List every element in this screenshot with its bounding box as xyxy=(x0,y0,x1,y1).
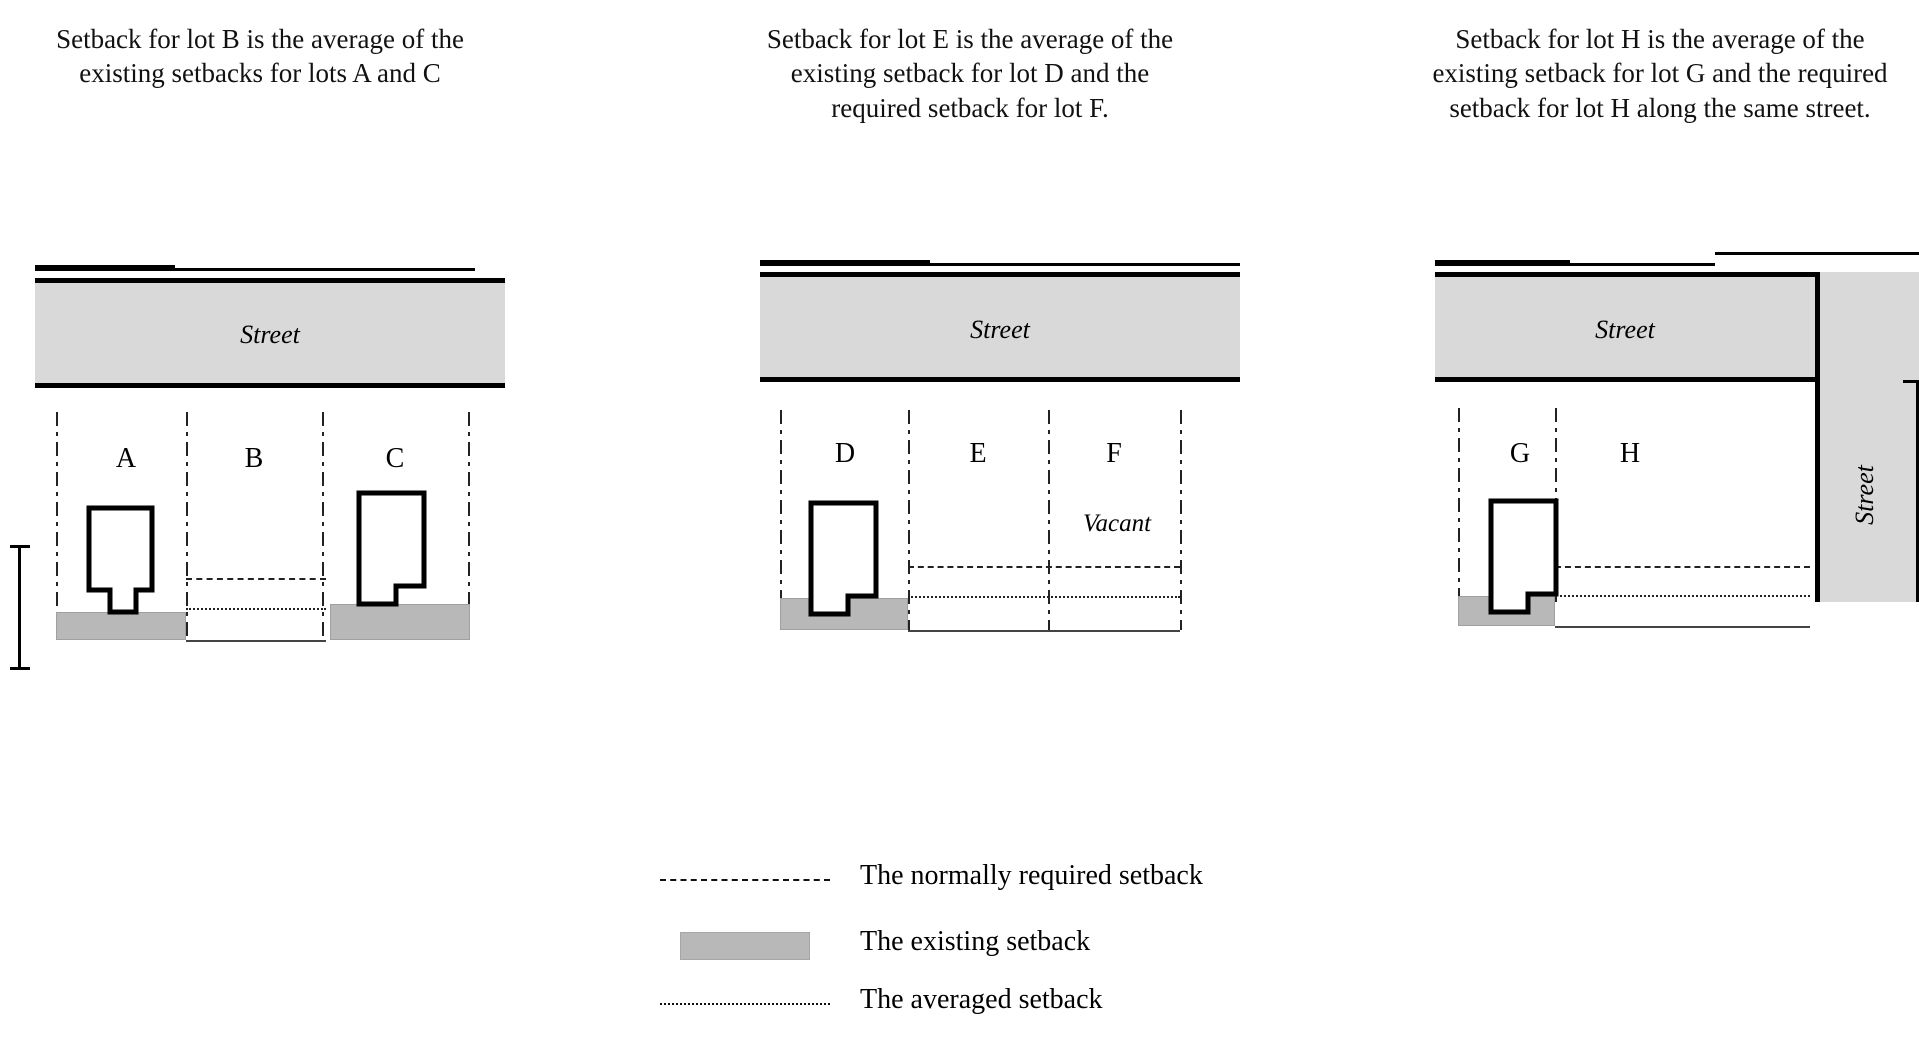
panel-lot-h xyxy=(1400,0,1919,700)
required-setback-line-e xyxy=(908,566,1180,568)
curb-line-h xyxy=(1435,263,1715,266)
lot-line-b-3 xyxy=(322,412,324,637)
lot-label-g: G xyxy=(1509,438,1531,469)
scale-tick-top xyxy=(10,545,30,548)
legend-item-required xyxy=(640,860,1540,900)
street-label-e: Street xyxy=(970,315,1030,344)
legend-label-required: The normally required setback xyxy=(860,860,1203,891)
scale-tick-bottom xyxy=(10,667,30,670)
street-label-h-vertical: Street xyxy=(1850,465,1879,525)
street-label-h: Street xyxy=(1595,315,1655,344)
lot-line-b-2 xyxy=(186,412,188,637)
curb-line-h-vert-cap xyxy=(1903,252,1919,255)
panel-b-caption: Setback for lot B is the average of the existing setbacks for lots A and C xyxy=(56,24,464,89)
lot-label-f: F xyxy=(1106,438,1122,469)
averaged-setback-line-h xyxy=(1555,595,1810,597)
lot-bottom-line-e xyxy=(908,630,1180,632)
panel-lot-b xyxy=(0,0,520,700)
panel-h-caption: Setback for lot H is the average of the existing setback for lot G and the required setback for lot H along the same street. xyxy=(1432,24,1888,123)
curb-line-h-vert-top xyxy=(1903,380,1919,383)
lot-label-c: C xyxy=(385,443,405,474)
curb-line-b xyxy=(35,268,475,271)
curb-line-e xyxy=(760,263,1240,266)
lot-label-a: A xyxy=(115,443,137,474)
legend-label-averaged: The averaged setback xyxy=(860,984,1103,1015)
legend-item-averaged xyxy=(640,984,1540,1024)
legend-item-existing xyxy=(640,926,1540,966)
existing-setback-bar-a xyxy=(56,612,186,640)
dashed-line-icon xyxy=(660,879,830,881)
building-c xyxy=(356,490,438,608)
lot-label-h: H xyxy=(1619,438,1641,469)
averaged-setback-line-e xyxy=(908,596,1180,598)
dotted-line-icon xyxy=(660,1003,830,1005)
curb-line-h-2 xyxy=(1435,260,1570,263)
building-a xyxy=(86,505,166,615)
required-setback-line-h xyxy=(1555,566,1810,568)
lot-bottom-line-b xyxy=(186,640,326,642)
panel-e-caption: Setback for lot E is the average of the existing setback for lot D and the required setback for lot F. xyxy=(766,24,1174,123)
vacant-label-f: Vacant xyxy=(1082,510,1152,537)
curb-line-b-2 xyxy=(35,265,175,268)
lot-line-h-1 xyxy=(1458,408,1460,603)
lot-bottom-line-h xyxy=(1555,626,1810,628)
lot-line-b-1 xyxy=(56,412,58,637)
existing-setback-bar-c xyxy=(330,604,470,640)
street-label-b: Street xyxy=(240,320,300,349)
legend-label-existing: The existing setback xyxy=(860,926,1091,957)
panel-lot-e xyxy=(700,0,1240,700)
gray-swatch-icon xyxy=(680,932,810,960)
lot-label-d: D xyxy=(834,438,856,469)
lot-line-e-1 xyxy=(780,410,782,630)
curb-line-e-2 xyxy=(760,260,930,263)
curb-line-h-3 xyxy=(1715,252,1915,255)
averaged-setback-line-b xyxy=(186,608,326,610)
lot-label-e: E xyxy=(969,438,987,469)
building-g xyxy=(1488,498,1570,616)
building-d xyxy=(808,500,890,618)
legend xyxy=(640,860,1540,1040)
required-setback-line-b xyxy=(186,578,326,580)
lot-label-b: B xyxy=(244,443,264,474)
scale-bar-vertical xyxy=(18,545,21,670)
